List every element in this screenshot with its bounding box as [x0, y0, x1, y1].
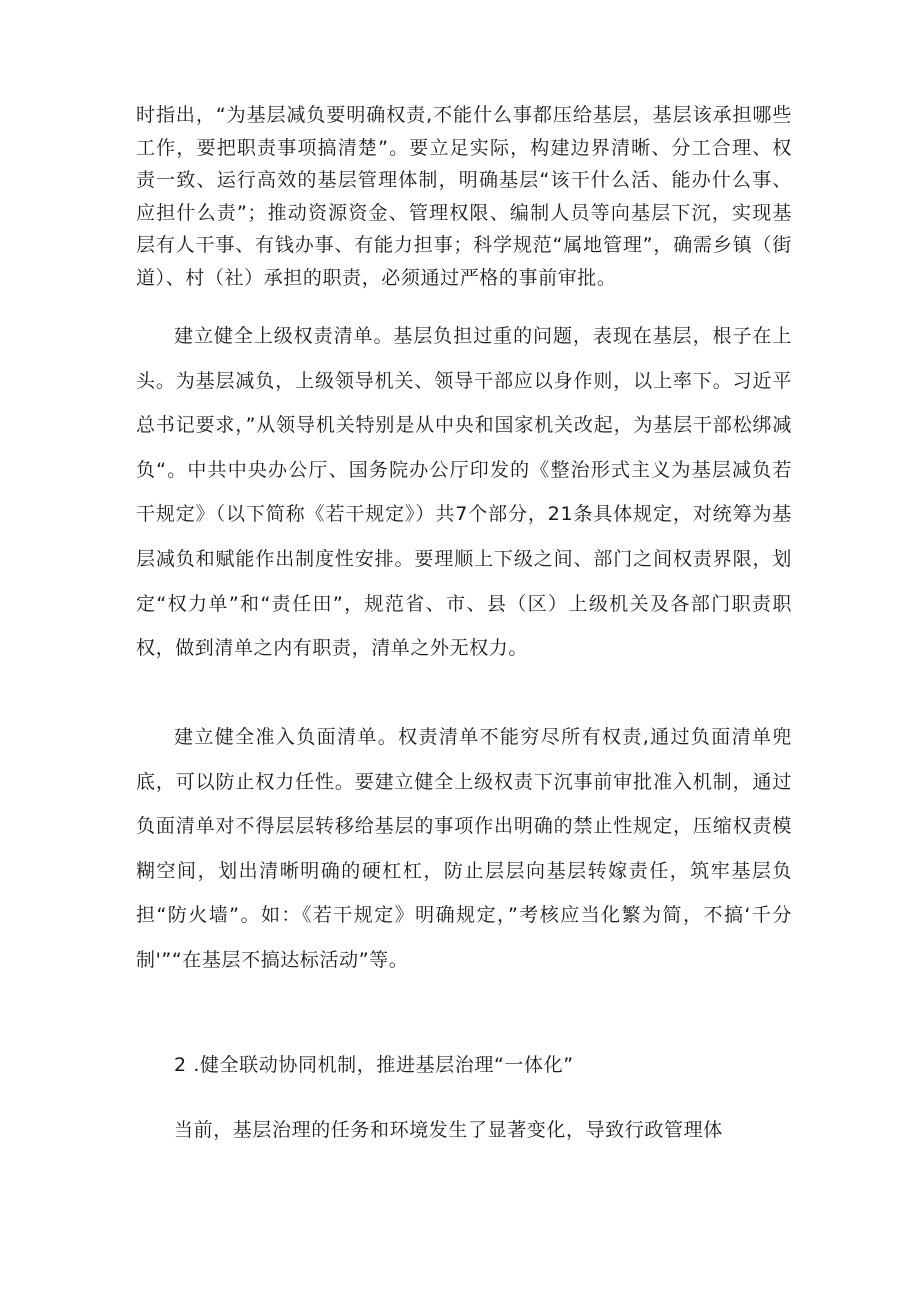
paragraph-2: 建立健全上级权责清单。基层负担过重的问题，表现在基层，根子在上头。为基层减负，上级领导机关、领导干部应以身作则，以上率下。习近平总书记要求，”从领导机关特别是从中央和国家机关改起，为基层干部松绑减负“。中共中央办公厅、国务院办公厅印发的《整治形式主义为基层减负若干规定》（以下简称《若干规定》）共7个部分，21条具体规定，对统筹为基层减负和赋能作出制度性安排。要理顺上下级之间、部门之间权责界限，划定“权力单”和“责任田”，规范省、市、县（区）上级机关及各部门职责职权，做到清单之内有职责，清单之外无权力。	[136, 325, 792, 660]
section-heading: 2 .健全联动协同机制，推进基层治理“一体化”	[174, 1054, 574, 1076]
paragraph-1: 时指出，“为基层减负要明确权责,不能什么事都压给基层，基层该承担哪些工作，要把职责事项搞清楚”。要立足实际，构建边界清晰、分工合理、权责一致、运行高效的基层管理体制，明确基层“该干什么活、能办什么事、应担什么责”；推动资源资金、管理权限、编制人员等向基层下沉，实现基层有人干事、有钱办事、有能力担事；科学规范“属地管理”，确需乡镇（街道）、村（社）承担的职责，必须通过严格的事前审批。	[136, 104, 792, 289]
paragraph-3: 建立健全准入负面清单。权责清单不能穷尽所有权责,通过负面清单兜底，可以防止权力任性。要建立健全上级权责下沉事前审批准入机制，通过负面清单对不得层层转移给基层的事项作出明确的禁止性规定，压缩权责模糊空间，划出清晰明确的硬杠杠，防止层层向基层转嫁责任，筑牢基层负担“防火墙”。如：《若干规定》明确规定，”考核应当化繁为简，不搞‘千分制'”“在基层不搞达标活动”等。	[136, 726, 792, 971]
paragraph-4: 当前，基层治理的任务和环境发生了显著变化，导致行政管理体	[174, 1119, 723, 1141]
